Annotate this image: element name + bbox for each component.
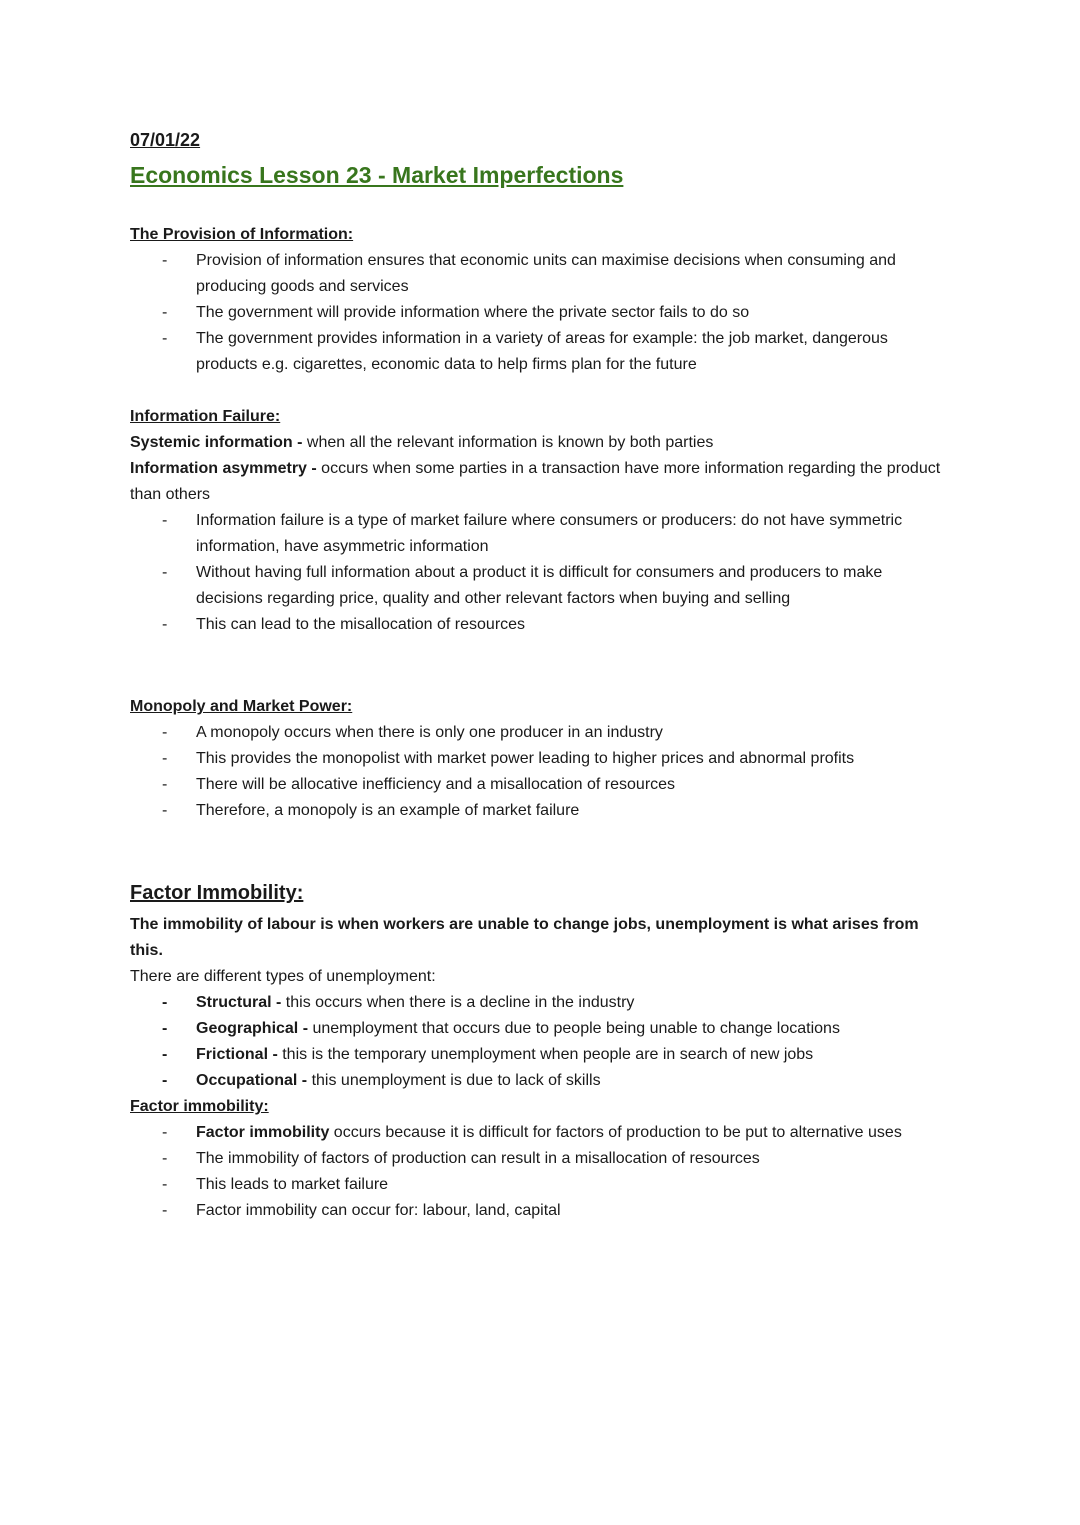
list-item — [130, 612, 950, 638]
list-item-text — [196, 1146, 950, 1172]
section-monopoly-and-market-power — [130, 694, 950, 824]
monopoly-bullet-list — [130, 720, 950, 824]
dash-bullet: - — [162, 1176, 168, 1193]
list-item — [130, 300, 950, 326]
definition-information-asymmetry — [130, 456, 950, 508]
list-item-text — [196, 1172, 950, 1198]
list-item-text: Provision of information ensures that economic units can maximise decisions when consuming and producing goods and services — [196, 252, 896, 295]
dash-bullet: - — [162, 1020, 168, 1037]
list-item-text: Without having full information about a product it is difficult for consumers and producers to make decisions regarding price, quality and other relevant factors when buying and selling — [196, 564, 883, 607]
list-item — [130, 560, 950, 612]
factor-immobility-definition: The immobility of labour is when workers are unable to change jobs, unemployment is what arises from this. — [130, 916, 919, 959]
factor-immobility-bullet-list — [130, 1120, 950, 1224]
provision-bullet-list — [130, 248, 950, 378]
subheading-factor-immobility: Factor immobility: — [130, 1098, 269, 1115]
dash-bullet: - — [162, 724, 168, 741]
dash-bullet: - — [162, 512, 168, 529]
list-item — [130, 1120, 950, 1146]
dash-bullet: - — [162, 1202, 168, 1219]
list-item — [130, 772, 950, 798]
unemployment-types-intro: There are different types of unemployment: — [130, 968, 436, 985]
list-item — [130, 1042, 950, 1068]
definition-term: Information asymmetry - — [130, 460, 317, 477]
list-item-text — [196, 990, 950, 1016]
dash-bullet: - — [162, 330, 168, 347]
date-heading: 07/01/22 — [130, 130, 201, 150]
bullet-text: This leads to market failure — [196, 1176, 389, 1193]
list-item — [130, 746, 950, 772]
list-item — [130, 1016, 950, 1042]
list-item-text: Therefore, a monopoly is an example of market failure — [196, 802, 580, 819]
list-item — [130, 326, 950, 378]
dash-bullet: - — [162, 802, 168, 819]
list-item-text: A monopoly occurs when there is only one producer in an industry — [196, 724, 663, 741]
definition-term: Systemic information - — [130, 434, 303, 451]
dash-bullet: - — [162, 776, 168, 793]
bullet-text: The immobility of factors of production can result in a misallocation of resources — [196, 1150, 760, 1167]
list-item-text: The government will provide information where the private sector fails to do so — [196, 304, 750, 321]
list-item-text — [196, 1198, 950, 1224]
section-heading-information-failure: Information Failure: — [130, 408, 281, 425]
list-item — [130, 1198, 950, 1224]
section-provision-of-information — [130, 222, 950, 378]
type-text: unemployment that occurs due to people being unable to change locations — [308, 1020, 840, 1037]
list-item — [130, 990, 950, 1016]
dash-bullet: - — [162, 750, 168, 767]
bullet-text: occurs because it is difficult for factors of production to be put to alternative uses — [329, 1124, 902, 1141]
list-item-text — [196, 1068, 950, 1094]
dash-bullet: - — [162, 1072, 168, 1089]
list-item-text: There will be allocative inefficiency and a misallocation of resources — [196, 776, 676, 793]
list-item — [130, 1068, 950, 1094]
list-item-text: This can lead to the misallocation of resources — [196, 616, 526, 633]
dash-bullet: - — [162, 1046, 168, 1063]
page-title: Economics Lesson 23 - Market Imperfections — [130, 162, 624, 188]
type-text: this unemployment is due to lack of skills — [307, 1072, 601, 1089]
section-factor-immobility — [130, 878, 950, 1224]
definition-text: occurs when some parties in a transaction have more information regarding the product than others — [130, 460, 941, 503]
unemployment-types-list — [130, 990, 950, 1094]
type-text: this occurs when there is a decline in the industry — [281, 994, 635, 1011]
list-item-text — [196, 1042, 950, 1068]
bullet-text: Factor immobility can occur for: labour, land, capital — [196, 1202, 561, 1219]
dash-bullet: - — [162, 252, 168, 269]
type-term: Frictional - — [196, 1046, 278, 1063]
list-item — [130, 1172, 950, 1198]
dash-bullet: - — [162, 1150, 168, 1167]
list-item-text: The government provides information in a variety of areas for example: the job market, dangerous products e.g. cigarettes, economic data to help firms plan for the future — [196, 330, 888, 373]
list-item — [130, 508, 950, 560]
dash-bullet: - — [162, 564, 168, 581]
list-item-text: This provides the monopolist with market power leading to higher prices and abnormal profits — [196, 750, 855, 767]
section-information-failure — [130, 404, 950, 638]
list-item-text — [196, 1016, 950, 1042]
list-item — [130, 720, 950, 746]
section-heading-monopoly: Monopoly and Market Power: — [130, 698, 353, 715]
dash-bullet: - — [162, 616, 168, 633]
definition-text: when all the relevant information is known by both parties — [302, 434, 714, 451]
dash-bullet: - — [162, 994, 168, 1011]
type-term: Occupational - — [196, 1072, 308, 1089]
section-heading-provision: The Provision of Information: — [130, 226, 354, 243]
information-failure-bullet-list — [130, 508, 950, 638]
dash-bullet: - — [162, 304, 168, 321]
section-heading-factor-immobility: Factor Immobility: — [130, 882, 304, 904]
type-term: Structural - — [196, 994, 282, 1011]
list-item — [130, 798, 950, 824]
list-item — [130, 248, 950, 300]
list-item — [130, 1146, 950, 1172]
list-item-text — [196, 1120, 950, 1146]
type-term: Geographical - — [196, 1020, 309, 1037]
list-item-text: Information failure is a type of market failure where consumers or producers: do not have symmetric information, have asymmetric information — [196, 512, 903, 555]
bullet-term: Factor immobility — [196, 1124, 330, 1141]
type-text: this is the temporary unemployment when people are in search of new jobs — [277, 1046, 814, 1063]
definition-systemic-information — [130, 430, 950, 456]
dash-bullet: - — [162, 1124, 168, 1141]
